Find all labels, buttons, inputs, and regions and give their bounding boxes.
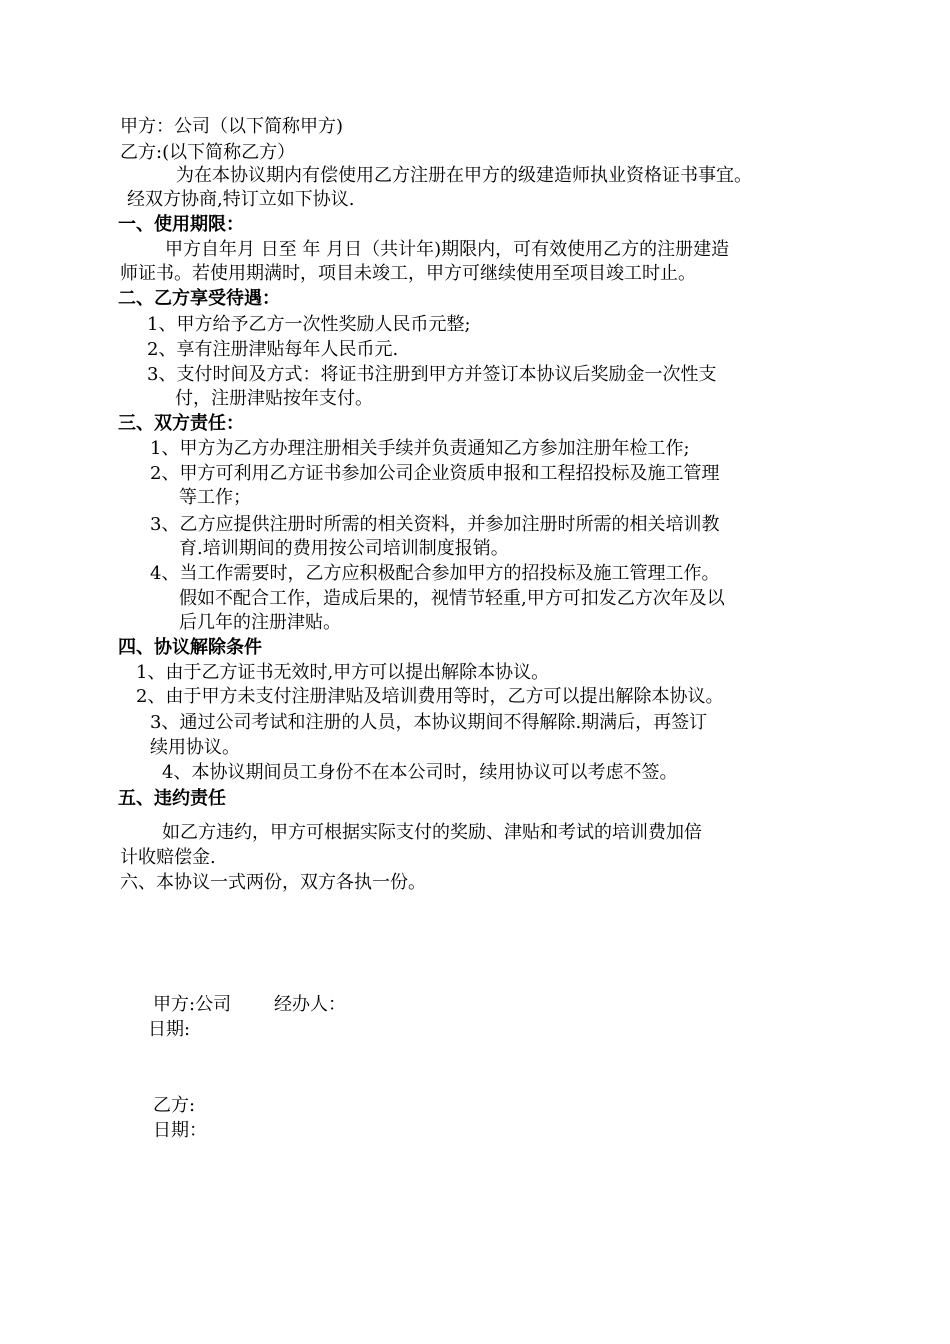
list-item-continuation: 等工作；	[179, 487, 251, 508]
list-item: 1、由于乙方证书无效时,甲方可以提出解除本协议。	[136, 662, 550, 683]
party-b-line: 乙方:(以下简称乙方）	[120, 142, 296, 163]
section-heading: 二、乙方享受待遇：	[118, 288, 280, 309]
list-item: 2、由于甲方未支付注册津贴及培训费用等时，乙方可以提出解除本协议。	[136, 686, 724, 707]
list-item-continuation: 育.培训期间的费用按公司培训制度报销。	[179, 538, 509, 559]
list-item: 2、甲方可利用乙方证书参加公司企业资质申报和工程招投标及施工管理	[150, 463, 720, 484]
intro-line: 为在本协议期内有偿使用乙方注册在甲方的级建造师执业资格证书事宜。	[176, 165, 752, 186]
section-paragraph-line: 计收赔偿金.	[120, 847, 216, 868]
list-item-continuation: 付，注册津贴按年支付。	[175, 388, 373, 409]
list-item: 1、甲方给予乙方一次性奖励人民币元整;	[147, 314, 471, 335]
list-item-continuation: 后几年的注册津贴。	[179, 612, 341, 633]
signature-date-a: 日期:	[148, 1019, 191, 1040]
list-item-continuation: 续用协议。	[150, 737, 240, 758]
section-six-line: 六、本协议一式两份，双方各执一份。	[120, 872, 426, 893]
section-paragraph-line: 甲方自年月 日至 年 月日（共计年)期限内，可有效使用乙方的注册建造	[165, 239, 730, 260]
intro-line: 经双方协商,特订立如下协议.	[127, 189, 355, 210]
signature-party-b: 乙方:	[153, 1095, 196, 1116]
list-item-continuation: 假如不配合工作，造成后果的，视情节轻重,甲方可扣发乙方次年及以	[179, 588, 725, 609]
list-item: 3、乙方应提供注册时所需的相关资料，并参加注册时所需的相关培训教	[150, 514, 720, 535]
list-item: 2、享有注册津贴每年人民币元.	[147, 339, 399, 360]
party-a-line: 甲方：公司（以下简称甲方)	[120, 116, 344, 137]
list-item: 3、通过公司考试和注册的人员，本协议期间不得解除.期满后，再签订	[150, 712, 708, 733]
list-item: 4、本协议期间员工身份不在本公司时，续用协议可以考虑不签。	[162, 762, 678, 783]
section-heading: 三、双方责任：	[118, 413, 244, 434]
section-paragraph-line: 师证书。若使用期满时，项目未竣工，甲方可继续使用至项目竣工时止。	[120, 263, 696, 284]
section-heading: 五、违约责任	[118, 788, 226, 809]
section-heading: 四、协议解除条件	[118, 637, 262, 658]
list-item: 4、当工作需要时，乙方应积极配合参加甲方的招投标及施工管理工作。	[150, 563, 720, 584]
signature-date-b: 日期：	[153, 1120, 207, 1141]
list-item: 1、甲方为乙方办理注册相关手续并负责通知乙方参加注册年检工作;	[150, 438, 690, 459]
signature-agent: 经办人：	[274, 994, 346, 1015]
section-heading: 一、使用期限：	[118, 214, 244, 235]
list-item: 3、支付时间及方式：将证书注册到甲方并签订本协议后奖励金一次性支	[147, 364, 717, 385]
signature-party-a: 甲方:公司	[153, 994, 232, 1015]
section-paragraph-line: 如乙方违约，甲方可根据实际支付的奖励、津贴和考试的培训费加倍	[162, 822, 702, 843]
